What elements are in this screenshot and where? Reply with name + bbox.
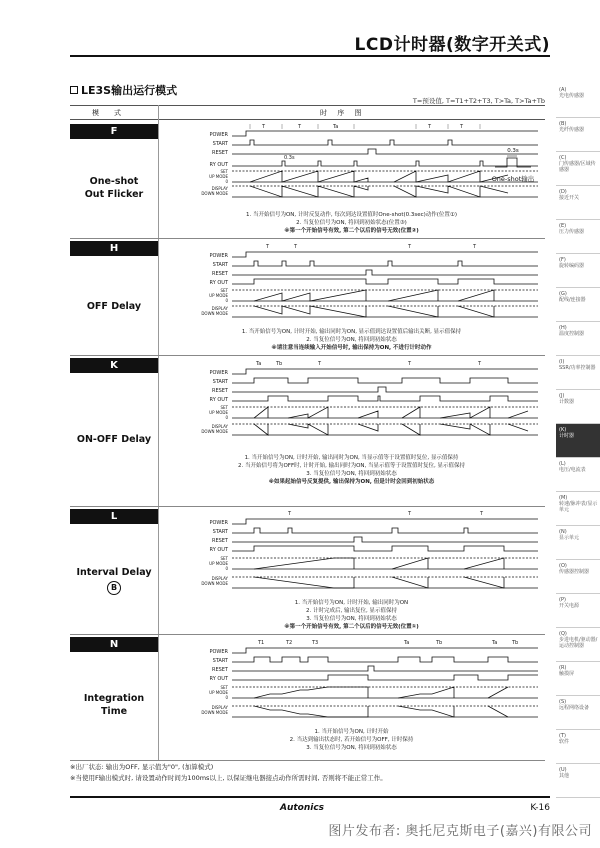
mode-code-n: N	[70, 637, 158, 652]
tab-label: 转速/脉冲表/显示单元	[559, 501, 598, 513]
mode-code-h: H	[70, 241, 158, 256]
publisher-credit: 图片发布者: 奥托尼克斯电子(嘉兴)有限公司	[328, 824, 592, 839]
sig-display: DISPLAY	[211, 424, 228, 429]
sig-power: POWER	[209, 520, 228, 526]
tab-code: (D)	[559, 189, 567, 195]
sig-reset: RESET	[211, 667, 228, 673]
tab-code: (R)	[559, 665, 567, 671]
tab-m[interactable]	[556, 492, 600, 526]
tab-r[interactable]	[556, 662, 600, 696]
row-separator	[70, 506, 545, 507]
tab-code: (F)	[559, 257, 566, 263]
sig-display: DISPLAY	[211, 705, 228, 710]
sig-set: SET	[220, 405, 228, 410]
sig-zero: 0	[225, 179, 228, 184]
sig-up-mode: UP MODE	[209, 410, 228, 415]
warning-line: ※请注意当连续输入开始信号时, 输出保持为ON, 不进行计时动作	[271, 345, 432, 351]
sig-ry-out: RY OUT	[209, 280, 228, 286]
sig-zero: 0	[225, 566, 228, 571]
tab-code: (T)	[559, 733, 566, 739]
tab-code: (P)	[559, 597, 566, 603]
mode-code-l: L	[70, 509, 158, 524]
mode-name-f	[70, 175, 158, 201]
note-line: 2. 当复位信号为ON, 将回到初始状态	[306, 337, 397, 343]
tab-code: (M)	[559, 495, 568, 501]
legend-note: T=预设值, T=T1+T2+T3, T>Ta, T>Ta+Tb	[412, 97, 545, 105]
mode-code-f: F	[70, 124, 158, 139]
tab-label: 配线/连接器	[559, 297, 586, 303]
label-t: T	[298, 124, 302, 130]
mode-name-n	[70, 692, 158, 718]
label-t: T	[473, 244, 477, 250]
label-t3: T3	[312, 640, 319, 646]
tab-n[interactable]	[556, 526, 600, 560]
tab-code: (G)	[559, 291, 567, 297]
sig-power: POWER	[209, 649, 228, 655]
footer-rule	[70, 796, 550, 798]
sig-start: START	[212, 262, 228, 268]
tab-s[interactable]	[556, 696, 600, 730]
tab-label: 传感器控制器	[559, 569, 590, 575]
label-ta: Ta	[256, 361, 262, 367]
label-t: T	[478, 361, 482, 367]
label-t: T	[408, 361, 412, 367]
tab-t[interactable]	[556, 730, 600, 764]
tab-o[interactable]	[556, 560, 600, 594]
mode-name-k	[70, 433, 158, 446]
tab-c[interactable]	[556, 152, 600, 186]
sig-reset: RESET	[211, 150, 228, 156]
warning-line: ※如果起始信号反复提供, 输出保持为ON, 但是计时会回到初始状态	[268, 479, 435, 485]
brand-logo: Autonics	[280, 803, 325, 813]
label-ta: Ta	[404, 640, 410, 646]
tab-code: (B)	[559, 121, 567, 127]
header-rule	[70, 55, 550, 57]
note-line: 1. 当开始信号为ON, 计时开始, 输出同时为ON	[294, 600, 409, 606]
note-line: 2. 当开始信号将为OFF时, 计时开始, 输出同时为ON, 当显示值等于设置值时复位, 显示值保持	[237, 463, 466, 469]
badge-b: B	[107, 581, 121, 595]
timing-diagram-h	[158, 240, 545, 328]
label-t: T	[318, 361, 322, 367]
tab-k[interactable]	[556, 424, 600, 458]
sig-power: POWER	[209, 253, 228, 259]
mode-name-line: Time	[100, 706, 128, 717]
page-title: LCD计时器(数字开关式)	[354, 35, 550, 55]
notes-n	[158, 728, 545, 752]
label-t2: T2	[286, 640, 293, 646]
label-t: T	[288, 511, 292, 517]
label-03s: 0.3s	[284, 155, 295, 161]
timing-diagram-n	[158, 636, 545, 728]
tab-u[interactable]	[556, 764, 600, 798]
sig-reset: RESET	[211, 388, 228, 394]
inset-caption: One-shot输出	[491, 175, 535, 183]
warning-line: ※第一个开始信号有效, 第二个以后的信号无效(位置①)	[284, 624, 419, 630]
tab-b[interactable]	[556, 118, 600, 152]
sig-ry-out: RY OUT	[209, 397, 228, 403]
mode-name-l	[70, 566, 158, 595]
tab-a[interactable]	[556, 84, 600, 118]
tab-label: 电压/电流表	[559, 467, 586, 473]
waveform-n	[158, 636, 545, 728]
tab-label: 接近开关	[559, 195, 580, 201]
sig-power: POWER	[209, 132, 228, 138]
tab-label: 温度控制器	[559, 331, 585, 337]
label-tb: Tb	[512, 640, 519, 646]
section-heading	[70, 82, 177, 98]
sig-reset: RESET	[211, 271, 228, 277]
sig-ry-out: RY OUT	[209, 162, 228, 168]
label-ta: Ta	[333, 124, 339, 130]
note-line: 3. 当复位信号为ON, 将回到初始状态	[306, 616, 397, 622]
tab-label: 旋转编码器	[559, 263, 585, 269]
tab-label: 计数器	[559, 399, 575, 405]
tab-label: 压力传感器	[559, 229, 585, 235]
notes-f	[158, 211, 545, 235]
tab-label: 远程网络设备	[559, 705, 590, 711]
sig-start: START	[212, 379, 228, 385]
sig-ry-out: RY OUT	[209, 547, 228, 553]
mode-name-line: OFF Delay	[86, 301, 142, 312]
sig-down-mode: DOWN MODE	[201, 191, 228, 196]
sig-start: START	[212, 529, 228, 535]
label-tb: Tb	[276, 361, 283, 367]
sig-up-mode: UP MODE	[209, 293, 228, 298]
tab-code: (L)	[559, 461, 566, 467]
label-t: T	[262, 124, 266, 130]
col-head-timing: 时 序 图	[320, 109, 366, 117]
label-ta: Ta	[492, 640, 498, 646]
note-line: 1. 当开始信号为ON, 计时反复动作, 每次到达设置值时One-shot(0.3sec)动作(位置①)	[245, 212, 458, 218]
mode-name-line: Integration	[83, 693, 145, 704]
sig-display: DISPLAY	[211, 186, 228, 191]
mode-name-h	[70, 300, 158, 313]
label-tb: Tb	[436, 640, 443, 646]
tab-label: 软件	[559, 739, 570, 745]
sig-up-mode: UP MODE	[209, 561, 228, 566]
label-t: T	[266, 244, 270, 250]
mode-name-line: Out Flicker	[84, 189, 144, 200]
note-line: 2. 当复位信号为ON, 将回到初始状态(位置③)	[296, 220, 407, 226]
sig-display: DISPLAY	[211, 306, 228, 311]
note-line: 1. 当开始信号为ON, 计时开始, 输出同时为ON, 显示值到达设置值后输出关断, 显示值保持	[241, 329, 462, 335]
tab-e[interactable]	[556, 220, 600, 254]
row-separator	[70, 634, 545, 635]
sig-zero: 0	[225, 415, 228, 420]
warning-line: ※第一个开始信号有效, 第二个以后的信号无效(位置②)	[284, 228, 419, 234]
sig-display: DISPLAY	[211, 576, 228, 581]
tab-code: (H)	[559, 325, 567, 331]
tab-code: (A)	[559, 87, 567, 93]
tab-code: (E)	[559, 223, 567, 229]
sig-set: SET	[220, 556, 228, 561]
timing-diagram-k	[158, 357, 545, 447]
sig-down-mode: DOWN MODE	[201, 581, 228, 586]
sig-up-mode: UP MODE	[209, 174, 228, 179]
notes-l	[158, 599, 545, 631]
tab-code: (J)	[559, 393, 565, 399]
tab-code: (Q)	[559, 631, 567, 637]
sig-zero: 0	[225, 298, 228, 303]
col-head-mode: 模 式	[92, 109, 125, 117]
table-top-rule	[70, 105, 545, 106]
tab-h[interactable]	[556, 322, 600, 356]
tab-label: 光纤传感器	[559, 127, 585, 133]
note-line: 3. 当复位信号为ON, 将回到初始状态	[306, 471, 397, 477]
pulse-icon	[493, 155, 533, 169]
note-line: 2. 计时完成后, 输出复位, 显示值保持	[306, 608, 397, 614]
tab-label: SSR/功率控制器	[559, 365, 596, 371]
row-separator	[70, 238, 545, 239]
note-line: 1. 当开始信号为ON, 计时开始, 输出同时为ON, 当显示值等于设置值时复位, 显示值保持	[244, 455, 459, 461]
tab-label: 其他	[559, 773, 570, 779]
sig-set: SET	[220, 685, 228, 690]
label-t: T	[460, 124, 464, 130]
notes-h	[158, 328, 545, 352]
waveform-h	[158, 240, 545, 328]
tab-code: (N)	[559, 529, 567, 535]
tab-label: 触摸屏	[559, 671, 575, 677]
sig-down-mode: DOWN MODE	[201, 710, 228, 715]
tab-label: 计时器	[559, 433, 575, 439]
sig-start: START	[212, 141, 228, 147]
sig-ry-out: RY OUT	[209, 676, 228, 682]
sig-reset: RESET	[211, 538, 228, 544]
label-t: T	[408, 511, 412, 517]
tab-code: (U)	[559, 767, 567, 773]
mode-code-k: K	[70, 358, 158, 373]
note-line: 3. 当复位信号为ON, 将回到初始状态	[306, 745, 397, 751]
tab-q[interactable]	[556, 628, 600, 662]
tab-code: (S)	[559, 699, 567, 705]
tab-code: (K)	[559, 427, 567, 433]
tab-g[interactable]	[556, 288, 600, 322]
sig-zero: 0	[225, 695, 228, 700]
tab-label: 光电传感器	[559, 93, 585, 99]
footnote: ※出厂状态: 输出为OFF, 显示值为"0", (加算模式)	[70, 763, 214, 771]
sig-power: POWER	[209, 370, 228, 376]
tab-d[interactable]	[556, 186, 600, 220]
tab-code: (C)	[559, 155, 567, 161]
sig-up-mode: UP MODE	[209, 690, 228, 695]
tab-label: 显示单元	[559, 535, 580, 541]
footnote: ※当使用F输出模式时, 请设置动作时间为100ms以上, 以保证继电器接点动作所需时间, 否则将不能正常工作。	[70, 774, 387, 782]
tab-l[interactable]	[556, 458, 600, 492]
tab-i[interactable]	[556, 356, 600, 390]
tab-label: 开关电源	[559, 603, 580, 609]
category-tabs	[556, 84, 600, 798]
row-separator	[70, 355, 545, 356]
square-bullet-icon	[70, 86, 78, 94]
waveform-l	[158, 508, 545, 600]
sig-start: START	[212, 658, 228, 664]
waveform-k	[158, 357, 545, 447]
label-t1: T1	[258, 640, 265, 646]
inset-label: 0.3s	[507, 148, 519, 154]
sig-down-mode: DOWN MODE	[201, 311, 228, 316]
mode-name-line: ON-OFF Delay	[76, 434, 152, 445]
note-line: 2. 当达到输出状态时, 若开始信号为OFF, 计时保持	[289, 737, 414, 743]
label-t: T	[408, 244, 412, 250]
one-shot-inset	[478, 148, 548, 183]
note-line: 1. 当开始信号为ON, 计时开始	[314, 729, 389, 735]
timing-diagram-l	[158, 508, 545, 600]
label-t: T	[428, 124, 432, 130]
label-t: T	[294, 244, 298, 250]
table-bottom-rule	[70, 760, 545, 761]
section-title: LE3S输出运行模式	[81, 84, 178, 97]
tab-j[interactable]	[556, 390, 600, 424]
mode-name-line: One-shot	[89, 176, 139, 187]
tab-f[interactable]	[556, 254, 600, 288]
tab-code: (O)	[559, 563, 567, 569]
sig-set: SET	[220, 169, 228, 174]
sig-down-mode: DOWN MODE	[201, 429, 228, 434]
tab-label: 步进电机/驱动器/运动控制器	[559, 637, 598, 649]
tab-label: 门传感器/区域传感器	[559, 161, 596, 173]
page-number: K-16	[530, 803, 550, 813]
tab-p[interactable]	[556, 594, 600, 628]
tab-code: (I)	[559, 359, 565, 365]
sig-set: SET	[220, 288, 228, 293]
mode-name-line: Interval Delay	[76, 567, 152, 578]
label-t: T	[480, 511, 484, 517]
notes-k	[158, 454, 545, 486]
